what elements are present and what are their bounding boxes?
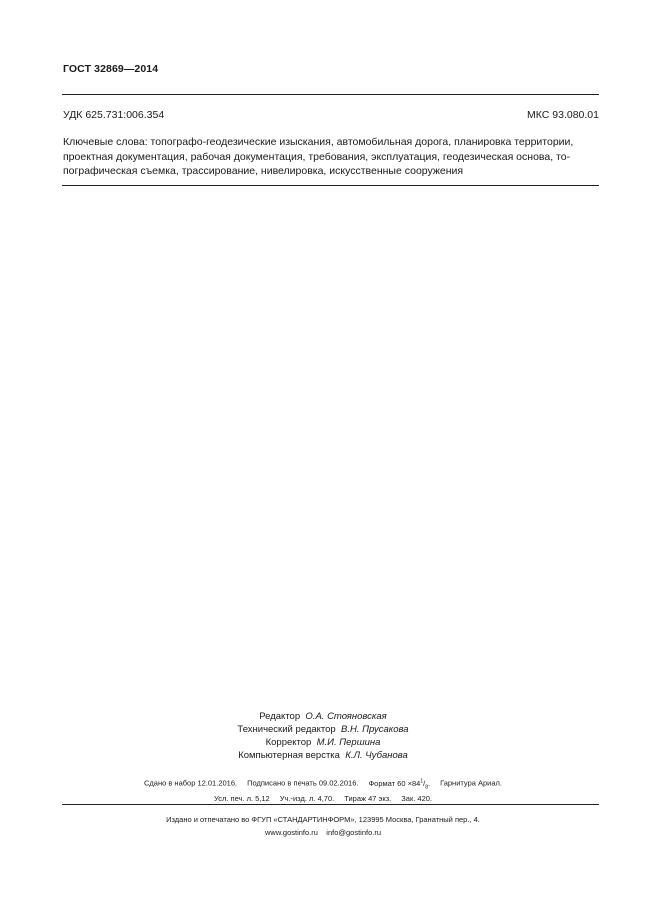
credit-editor <box>0 710 646 723</box>
publisher-block <box>0 813 646 839</box>
imprint-order: Зак. 420. <box>401 794 433 803</box>
top-divider <box>62 94 599 95</box>
keywords-line: Ключевые слова: топографо-геодезические изыскания, автомобильная дорога, планировка территории, <box>63 136 574 148</box>
imprint-print-sheets: Усл. печ. л. 5,12 <box>213 794 270 803</box>
credit-tech-editor <box>0 723 646 736</box>
publisher-website-link[interactable]: www.gostinfo.ru <box>264 828 318 837</box>
imprint-format: Формат $60 \times 84^1/_8$. <box>368 778 431 790</box>
keywords-divider <box>62 185 599 186</box>
credit-corrector <box>0 736 646 749</box>
credit-layout <box>0 749 646 762</box>
imprint-sent: Сдано в набор 12.01.2016. <box>144 778 238 788</box>
standard-number: ГОСТ 32869—2014 <box>63 63 159 75</box>
credit-label: Технический редактор <box>237 724 336 735</box>
publisher-address: Издано и отпечатано во ФГУП «СТАНДАРТИНФОРМ», 123995 Москва, Гранатный пер., 4. <box>166 815 480 824</box>
publisher-email-link[interactable]: info@gostinfo.ru <box>326 828 382 837</box>
keywords-line: пографическая съемка, трассирование, нивелировка, искусственные сооружения <box>63 165 464 177</box>
publisher-contacts <box>0 826 646 839</box>
mks-code: МКС 93.080.01 <box>527 109 599 121</box>
credit-name: М.И. Першина <box>316 737 381 748</box>
credit-name: К.Л. Чубанова <box>345 750 408 761</box>
credit-label: Корректор <box>265 737 312 748</box>
keywords-line: проектная документация, рабочая документация, требования, эксплуатация, геодезическая основа, то- <box>63 150 571 163</box>
imprint-signed: Подписано в печать 09.02.2016. <box>247 778 359 788</box>
credits-block <box>0 710 646 762</box>
imprint-row-1 <box>0 775 646 793</box>
imprint-font: Гарнитура Ариал. <box>440 778 502 788</box>
imprint-pub-sheets: Уч.-изд. л. 4,70. <box>279 794 335 803</box>
imprint-block <box>0 775 646 805</box>
credit-name: О.А. Стояновская <box>305 711 387 722</box>
credit-label: Компьютерная верстка <box>238 750 340 761</box>
imprint-divider <box>62 804 599 805</box>
imprint-run: Тираж 47 экз. <box>344 794 392 803</box>
credit-label: Редактор <box>259 711 301 722</box>
keywords-paragraph <box>63 135 600 179</box>
udk-code: УДК 625.731:006.354 <box>63 109 165 121</box>
credit-name: В.Н. Прусакова <box>341 724 409 735</box>
